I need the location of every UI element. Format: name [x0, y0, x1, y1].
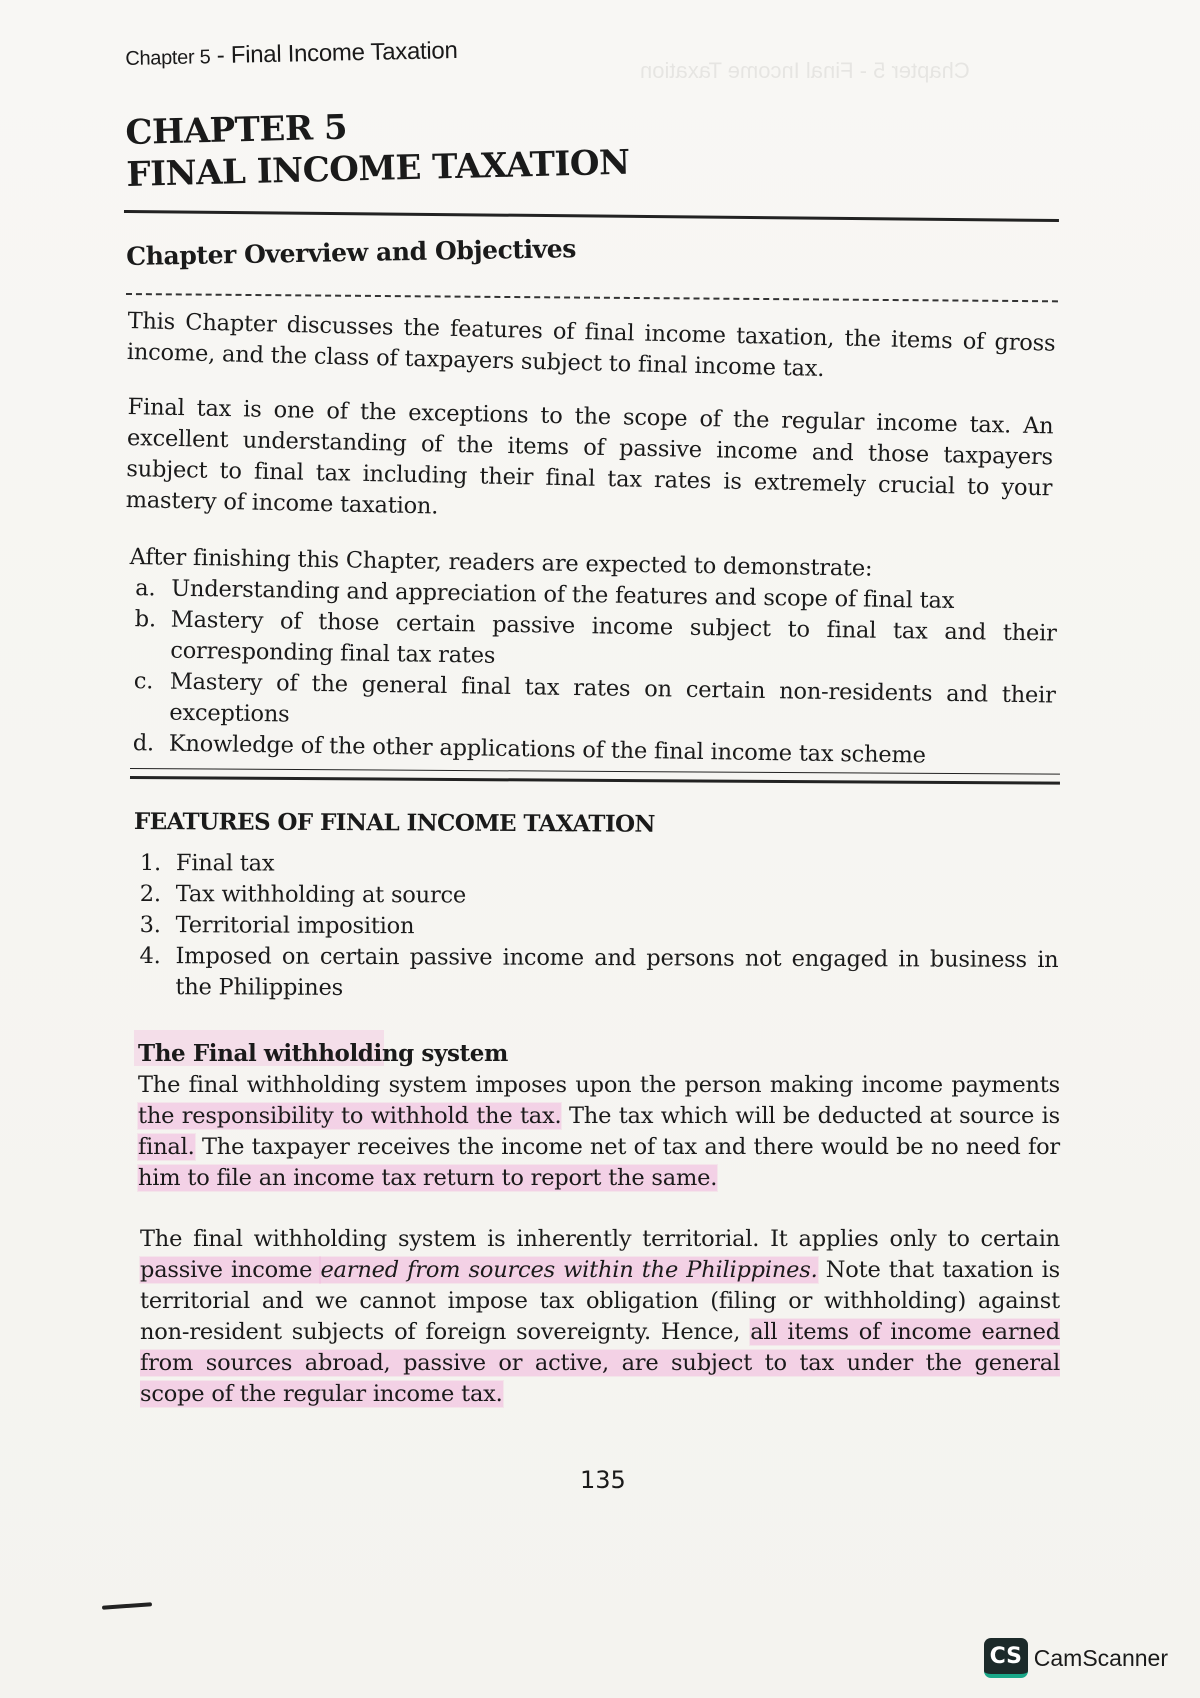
objectives-intro: After finishing this Chapter, readers are expected to demonstrate:: [129, 543, 873, 582]
objectives-list: [127, 573, 1058, 774]
running-head-title: - Final Income Taxation: [210, 37, 458, 70]
highlighted-text: final.: [138, 1134, 195, 1160]
list-item: [134, 879, 1059, 914]
list-marker: 4.: [139, 943, 161, 970]
features-list: [133, 848, 1059, 1007]
camscanner-logo-icon: CS: [984, 1638, 1028, 1678]
subsection-heading-final-withholding: The Final withholding system: [138, 1040, 508, 1067]
features-block: [133, 848, 1059, 1007]
text-run: The final withholding system imposes upon the person making income payments: [138, 1072, 1060, 1098]
section-heading-overview: Chapter Overview and Objectives: [126, 234, 577, 271]
text-run: It applies only to certain: [759, 1226, 1060, 1252]
final-withholding-paragraph-1: [138, 1070, 1060, 1194]
list-marker: a.: [135, 575, 156, 602]
chapter-number: CHAPTER 5: [125, 107, 348, 153]
text-run: The final withholding system is inherently territorial.: [140, 1226, 760, 1252]
scan-artifact: [102, 1602, 152, 1609]
chapter-title: [125, 100, 630, 196]
dashed-divider: [126, 293, 1058, 302]
list-item-text: Tax withholding at source: [175, 881, 467, 909]
final-withholding-paragraph-2: [140, 1224, 1060, 1410]
text-run: The taxpayer receives the income net of tax and there would be no need for: [194, 1134, 1060, 1160]
list-item-text: Imposed on certain passive income and persons not engaged in business in the Philippines: [175, 943, 1059, 1001]
highlighted-italic-text: earned from sources within the Philippines.: [320, 1257, 818, 1283]
highlighted-text: all items of income earned from sources abroad, passive or active, are subject to tax under the general scope of the regular income tax.: [140, 1319, 1060, 1407]
objectives-block: [127, 542, 1058, 774]
list-item-text: Territorial imposition: [175, 912, 415, 940]
highlighted-text: passive income: [140, 1257, 321, 1283]
highlighted-text: the responsibility to withhold the tax.: [138, 1103, 562, 1129]
highlighted-text: him to file an income tax return to report the same.: [138, 1165, 718, 1191]
page-number: 135: [580, 1466, 626, 1494]
list-marker: 2.: [139, 881, 161, 908]
list-item-text: Mastery of the general final tax rates on certain non-residents and their exceptions: [169, 668, 1056, 728]
title-rule: [124, 210, 1059, 222]
list-item-text: Knowledge of the other applications of the final income tax scheme: [168, 730, 926, 769]
camscanner-watermark: [984, 1638, 1168, 1678]
running-head-chapter: Chapter 5: [125, 46, 211, 70]
list-marker: b.: [134, 606, 157, 633]
list-item: [134, 848, 1059, 883]
list-item-text: Understanding and appreciation of the features and scope of final tax: [171, 575, 955, 614]
overview-paragraph-1: This Chapter discusses the features of final income taxation, the items of gross income, and the class of taxpayers subject to final income tax.: [126, 307, 1056, 383]
overview-paragraph-2: Final tax is one of the exceptions to the scope of the regular income tax. An excellent understanding of the items of passive income and those taxpayers subject to final tax including their final tax rates is extremely crucial to your mastery of income taxation.: [125, 393, 1054, 520]
list-marker: d.: [132, 730, 155, 757]
chapter-name: FINAL INCOME TAXATION: [126, 142, 631, 195]
list-marker: c.: [133, 668, 154, 695]
list-item-text: Final tax: [175, 850, 275, 877]
list-marker: 1.: [139, 850, 162, 877]
camscanner-label: CamScanner: [1033, 1644, 1168, 1671]
list-item: [134, 910, 1059, 945]
bleed-through-text: Chapter 5 - Final Income Taxation: [640, 58, 970, 83]
text-run: The tax which will be deducted at source is: [561, 1103, 1060, 1129]
list-item: [133, 941, 1058, 1007]
running-head: [125, 37, 458, 72]
list-marker: 3.: [139, 912, 161, 939]
text-run: Note that taxation is territorial and we cannot impose tax obligation (filing or withholding) against non-resident subjects of foreign sovereignty. Hence,: [140, 1257, 1060, 1345]
section-heading-features: FEATURES OF FINAL INCOME TAXATION: [133, 808, 655, 838]
list-item-text: Mastery of those certain passive income subject to final tax and their corresponding final tax rates: [170, 606, 1057, 669]
section-rule: [130, 776, 1060, 785]
